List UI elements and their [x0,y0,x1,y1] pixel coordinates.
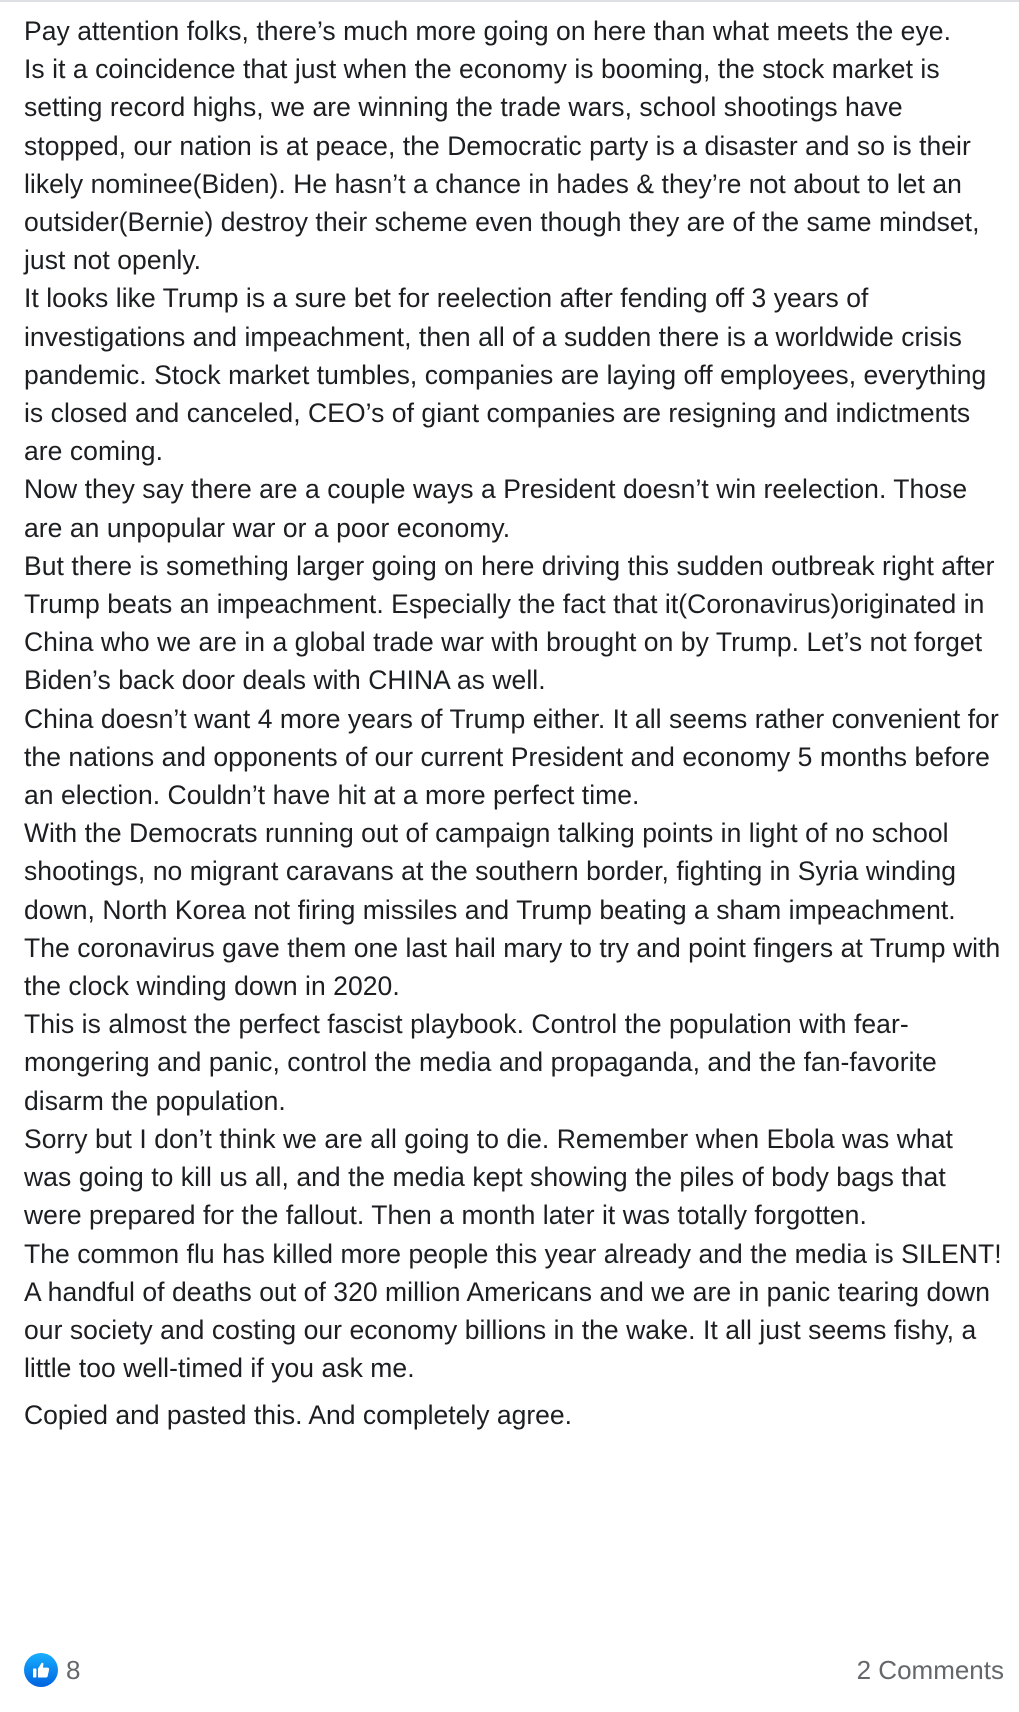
post-paragraph: But there is something larger going on here driving this sudden outbreak right after Trump beats an impeachment. Especially the fact that it(Coronavirus)originated in China who we are in a global trade war with brought on by Trump. Let’s not forget Biden’s back door deals with CHINA as well. [24,550,995,696]
reaction-count[interactable]: 8 [66,1654,81,1685]
post-paragraph: China doesn’t want 4 more years of Trump either. It all seems rather convenient for the nations and opponents of our current President and economy 5 months before an election. Couldn’t have hit at a more perfect time. [24,703,999,811]
post-paragraph: With the Democrats running out of campaign talking points in light of no school shootings, no migrant caravans at the southern border, fighting in Syria winding down, North Korea not firing missiles and Trump beating a sham impeachment. The coronavirus gave them one last hail mary to try and point fingers at Trump with the clock winding down in 2020. [24,818,1001,1002]
comments-count-link[interactable]: 2 Comments [856,1655,1004,1685]
post-paragraph: Now they say there are a couple ways a President doesn’t win reelection. Those are an unpopular war or a poor economy. [24,474,968,543]
post-paragraph: This is almost the perfect fascist playbook. Control the population with fear-mongering and panic, control the media and propaganda, and the fan-favorite disarm the population. [24,1009,937,1116]
post-paragraph: Pay attention folks, there’s much more going on here than what meets the eye. [24,16,951,46]
post-footer [24,1652,1004,1688]
top-divider [0,0,1019,2]
post [24,12,1004,1435]
post-paragraph: Is it a coincidence that just when the economy is booming, the stock market is setting record highs, we are winning the trade wars, school shootings have stopped, our nation is at peace, the Democratic party is a disaster and so is their likely nominee(Biden). He hasn’t a chance in hades & they’re not about to let an outsider(Bernie) destroy their scheme even though they are of the same mindset, just not openly. [24,54,980,276]
post-paragraph: It looks like Trump is a sure bet for reelection after fending off 3 years of investigations and impeachment, then all of a sudden there is a worldwide crisis pandemic. Stock market tumbles, companies are laying off employees, everything is closed and canceled, CEO’s of giant companies are resigning and indictments are coming. [24,283,987,467]
thumbs-up-icon [31,1660,51,1680]
post-paragraph: Sorry but I don’t think we are all going to die. Remember when Ebola was what was going to kill us all, and the media kept showing the piles of body bags that were prepared for the fallout. Then a month later it was totally forgotten. [24,1123,953,1231]
post-paragraph: The common flu has killed more people this year already and the media is SILENT! [24,1238,1002,1269]
post-body [24,12,1004,1387]
reactions-summary[interactable] [24,1652,80,1688]
like-icon[interactable] [24,1653,58,1687]
post-paragraph: A handful of deaths out of 320 million Americans and we are in panic tearing down our society and costing our economy billions in the wake. It all just seems fishy, a little too well-timed if you ask me. [24,1276,991,1384]
post-closing-line: Copied and pasted this. And completely agree. [24,1400,573,1431]
